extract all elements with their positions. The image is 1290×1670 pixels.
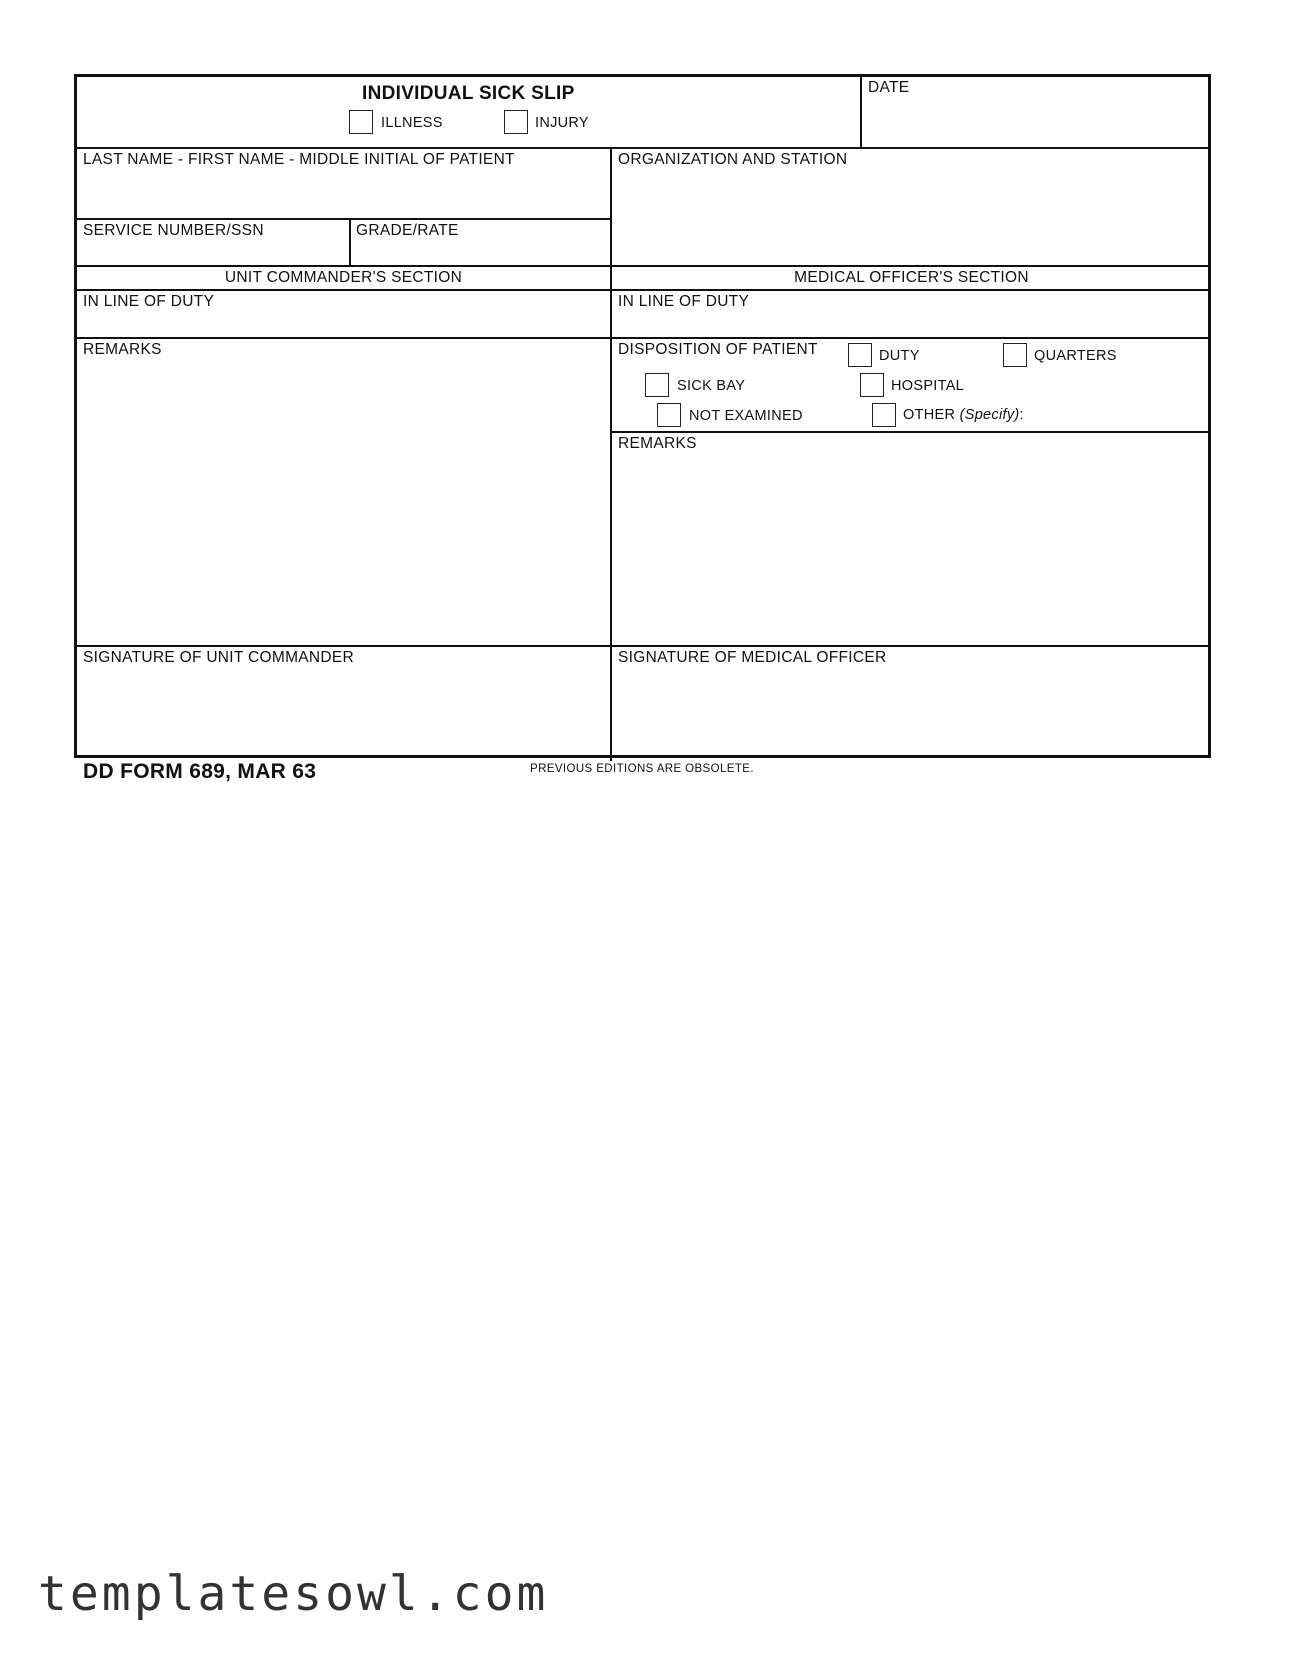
grade-divider	[349, 218, 351, 266]
sick-bay-checkbox[interactable]	[645, 373, 669, 397]
signature-top-rule	[77, 645, 1211, 647]
uc-remarks-field[interactable]	[83, 365, 603, 640]
hospital-label: HOSPITAL	[891, 378, 965, 394]
section-top-rule	[77, 265, 1211, 267]
sick-slip-form	[74, 74, 1211, 758]
duty-label: DUTY	[879, 348, 920, 364]
organization-field[interactable]	[618, 177, 1198, 262]
hospital-checkbox[interactable]	[860, 373, 884, 397]
not-examined-label: NOT EXAMINED	[689, 408, 803, 424]
duty-checkbox[interactable]	[848, 343, 872, 367]
uc-signature-label: SIGNATURE OF UNIT COMMANDER	[83, 649, 355, 666]
organization-label: ORGANIZATION AND STATION	[618, 151, 848, 168]
illness-label: ILLNESS	[381, 115, 443, 131]
uc-line-of-duty-field[interactable]	[83, 314, 603, 334]
mo-signature-field[interactable]	[618, 673, 1198, 747]
patient-name-label: LAST NAME - FIRST NAME - MIDDLE INITIAL OF PATIENT	[83, 151, 515, 168]
other-colon: :	[1019, 407, 1024, 423]
obsolete-note: PREVIOUS EDITIONS ARE OBSOLETE.	[530, 763, 754, 775]
service-number-field[interactable]	[83, 243, 343, 265]
mo-remarks-label: REMARKS	[618, 435, 697, 452]
date-label: DATE	[868, 79, 910, 96]
other-label	[903, 407, 1024, 423]
service-number-label: SERVICE NUMBER/SSN	[83, 222, 264, 239]
line-of-duty-rule	[77, 337, 1211, 339]
other-specify-field[interactable]	[1020, 406, 1200, 426]
quarters-label: QUARTERS	[1034, 348, 1117, 364]
unit-commander-section-header: UNIT COMMANDER'S SECTION	[224, 269, 463, 286]
other-text: OTHER	[903, 407, 956, 423]
medical-officer-section-header: MEDICAL OFFICER'S SECTION	[794, 269, 1029, 286]
form-title: INDIVIDUAL SICK SLIP	[362, 83, 575, 104]
uc-signature-field[interactable]	[83, 673, 603, 747]
name-bottom-rule	[77, 218, 611, 220]
section-header-rule	[77, 289, 1211, 291]
date-field[interactable]	[868, 107, 1198, 137]
watermark-text: templatesowl.com	[38, 1566, 549, 1622]
mo-signature-label: SIGNATURE OF MEDICAL OFFICER	[618, 649, 887, 666]
injury-label: INJURY	[535, 115, 589, 131]
form-number: DD FORM 689, MAR 63	[83, 760, 317, 783]
uc-remarks-label: REMARKS	[83, 341, 162, 358]
grade-field[interactable]	[356, 243, 601, 265]
other-specify-text: (Specify)	[959, 407, 1020, 423]
illness-checkbox[interactable]	[349, 110, 373, 134]
center-divider	[610, 147, 612, 761]
injury-checkbox[interactable]	[504, 110, 528, 134]
disposition-bottom-rule	[611, 431, 1211, 433]
date-divider	[860, 77, 862, 148]
quarters-checkbox[interactable]	[1003, 343, 1027, 367]
uc-line-of-duty-label: IN LINE OF DUTY	[83, 293, 215, 310]
not-examined-checkbox[interactable]	[657, 403, 681, 427]
sick-bay-label: SICK BAY	[677, 378, 746, 394]
patient-name-field[interactable]	[83, 177, 603, 213]
mo-line-of-duty-label: IN LINE OF DUTY	[618, 293, 750, 310]
other-checkbox[interactable]	[872, 403, 896, 427]
disposition-label: DISPOSITION OF PATIENT	[618, 341, 818, 358]
title-bottom-rule	[77, 147, 1211, 149]
mo-remarks-field[interactable]	[618, 459, 1198, 639]
grade-label: GRADE/RATE	[356, 222, 459, 239]
mo-line-of-duty-field[interactable]	[618, 314, 1198, 334]
